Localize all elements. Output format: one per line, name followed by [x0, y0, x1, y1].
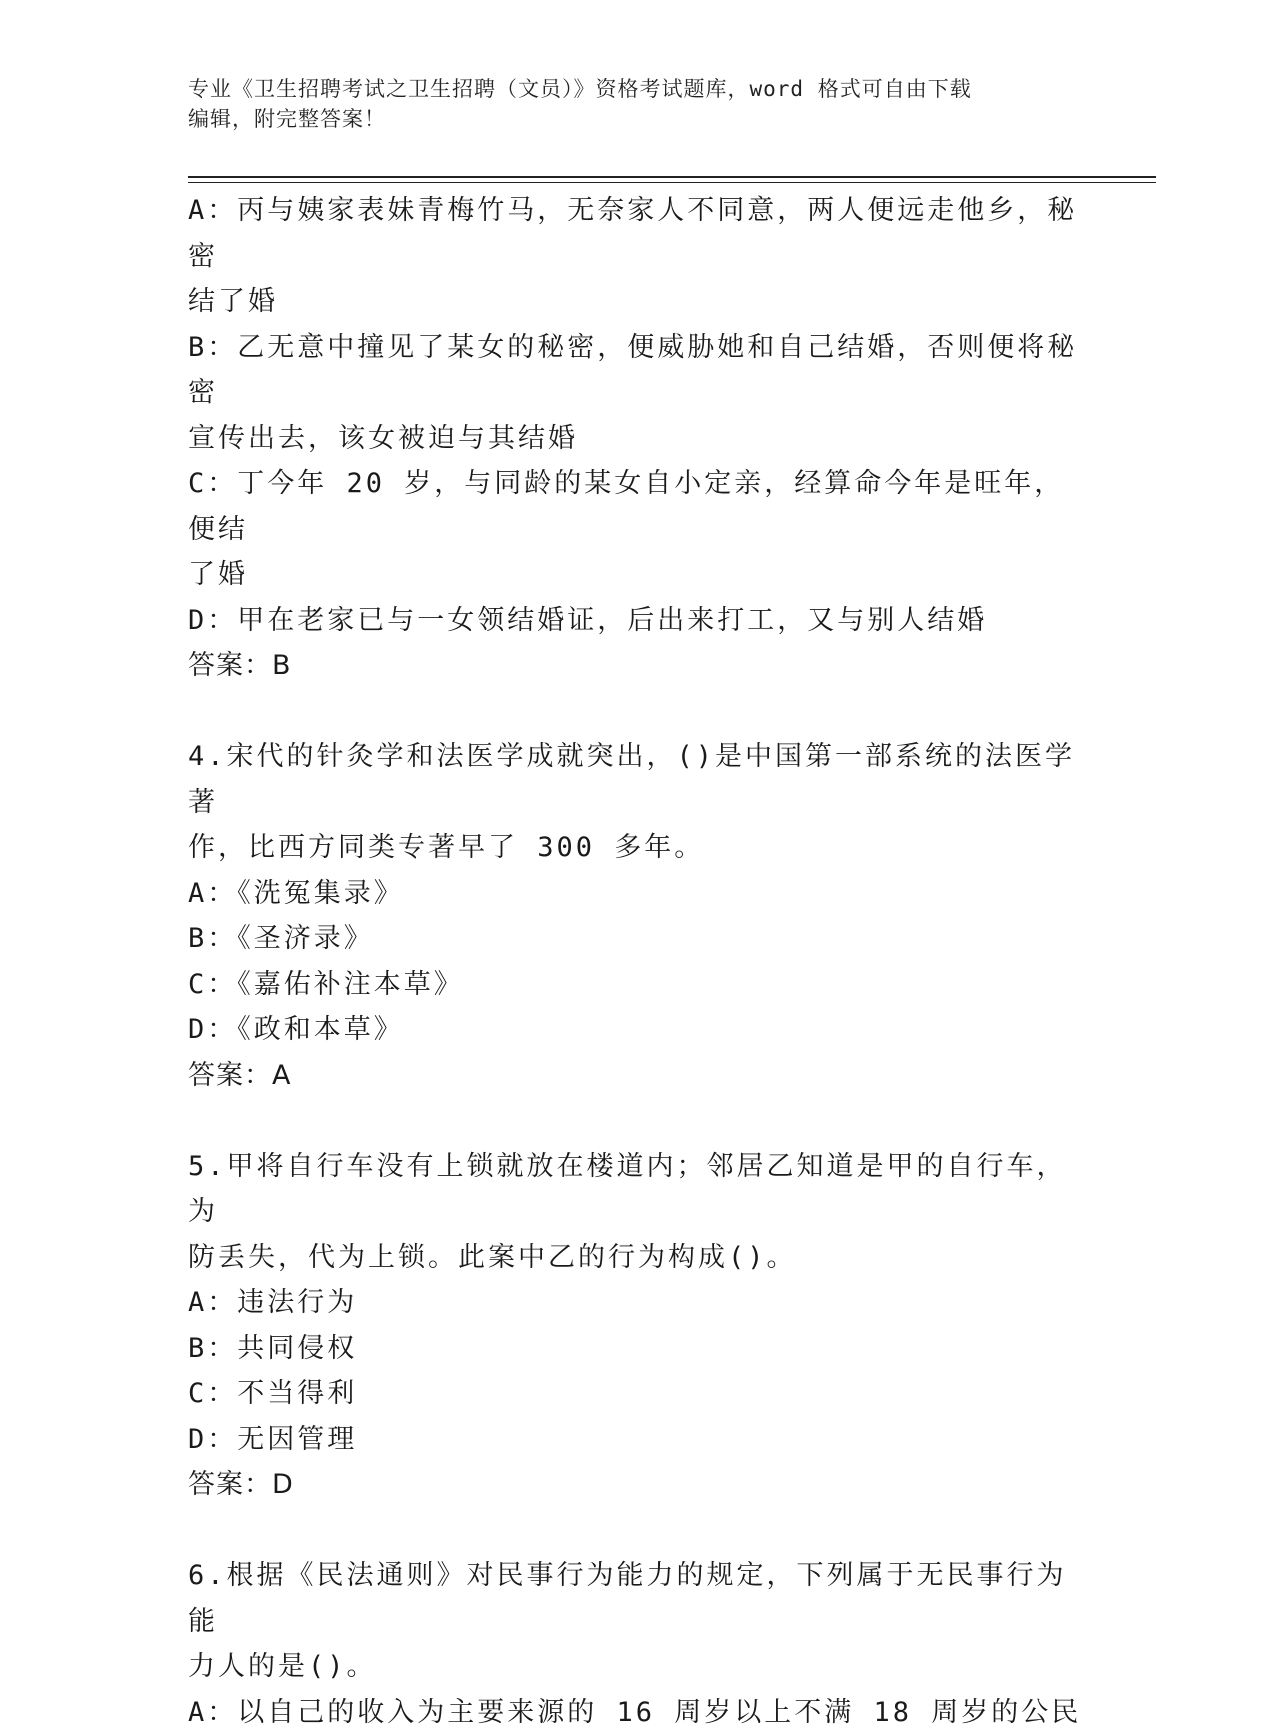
header-line-1: 专业《卫生招聘考试之卫生招聘（文员）》资格考试题库，word 格式可自由下载	[188, 74, 1088, 104]
q6-stem-line-1: 6.根据《民法通则》对民事行为能力的规定，下列属于无民事行为能	[188, 1553, 1088, 1644]
q5-option-d: D：无因管理	[188, 1417, 1088, 1463]
q4-answer: 答案：A	[188, 1053, 1088, 1099]
q3-answer: 答案：B	[188, 643, 1088, 689]
q6-stem-line-2: 力人的是()。	[188, 1644, 1088, 1690]
question-6-block	[188, 1553, 1088, 1735]
q3-option-c-line-1: C：丁今年 20 岁，与同龄的某女自小定亲，经算命今年是旺年，便结	[188, 461, 1088, 552]
question-5-block	[188, 1144, 1088, 1508]
q5-stem-line-2: 防丢失，代为上锁。此案中乙的行为构成()。	[188, 1235, 1088, 1281]
question-3-block	[188, 188, 1088, 689]
q4-option-d: D：《政和本草》	[188, 1007, 1088, 1053]
q3-option-d: D：甲在老家已与一女领结婚证，后出来打工，又与别人结婚	[188, 598, 1088, 644]
spacer	[188, 689, 1088, 735]
q4-option-b: B：《圣济录》	[188, 916, 1088, 962]
q4-option-c: C：《嘉佑补注本草》	[188, 962, 1088, 1008]
q5-stem-line-1: 5.甲将自行车没有上锁就放在楼道内；邻居乙知道是甲的自行车，为	[188, 1144, 1088, 1235]
q5-option-a: A：违法行为	[188, 1280, 1088, 1326]
q5-option-b: B：共同侵权	[188, 1326, 1088, 1372]
spacer	[188, 1098, 1088, 1144]
question-content	[188, 188, 1088, 1735]
q4-option-a: A：《洗冤集录》	[188, 871, 1088, 917]
q6-option-a: A：以自己的收入为主要来源的 16 周岁以上不满 18 周岁的公民	[188, 1690, 1088, 1735]
q5-answer: 答案：D	[188, 1462, 1088, 1508]
q5-option-c: C：不当得利	[188, 1371, 1088, 1417]
q3-option-a-line-1: A：丙与姨家表妹青梅竹马，无奈家人不同意，两人便远走他乡，秘密	[188, 188, 1088, 279]
header-line-2: 编辑，附完整答案！	[188, 104, 1088, 134]
header-rule-thin	[188, 182, 1156, 183]
question-4-block	[188, 734, 1088, 1098]
q3-option-c-line-2: 了婚	[188, 552, 1088, 598]
q3-option-b-line-2: 宣传出去，该女被迫与其结婚	[188, 416, 1088, 462]
q4-stem-line-1: 4.宋代的针灸学和法医学成就突出，()是中国第一部系统的法医学著	[188, 734, 1088, 825]
q3-option-a-line-2: 结了婚	[188, 279, 1088, 325]
spacer	[188, 1508, 1088, 1554]
q4-stem-line-2: 作，比西方同类专著早了 300 多年。	[188, 825, 1088, 871]
page-header	[188, 74, 1088, 134]
q3-option-b-line-1: B：乙无意中撞见了某女的秘密，便威胁她和自己结婚，否则便将秘密	[188, 325, 1088, 416]
header-rule-thick	[188, 176, 1156, 178]
